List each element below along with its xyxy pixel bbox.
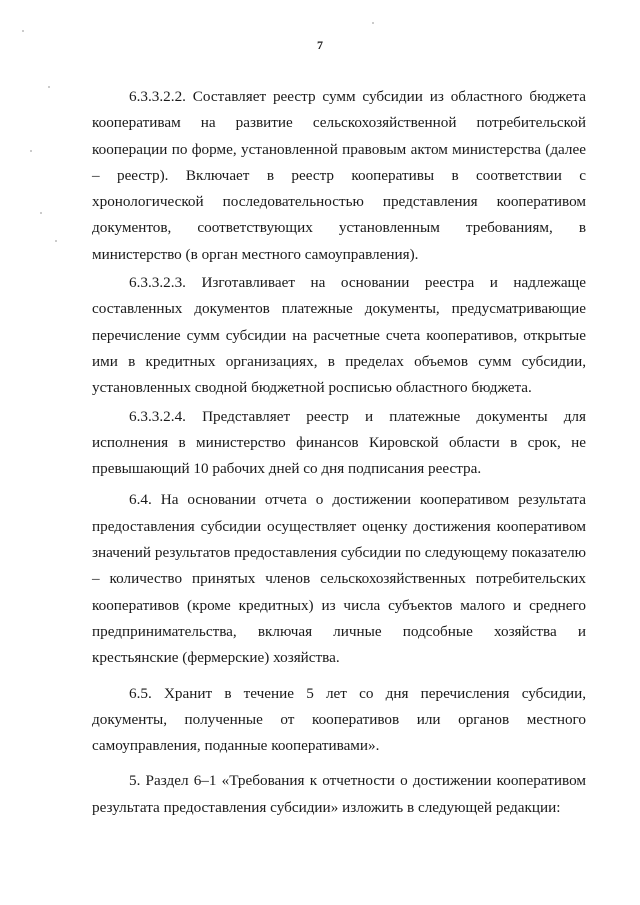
paragraph-6-3-3-2-3: 6.3.3.2.3. Изготавливает на основании реестра и надлежаще составленных документов платежные документы, предусматривающие перечисление сумм субсидии на расчетные счета кооперативов, открытые ими в кредитных организациях, в пределах объемов сумм субсидии, установленных сводной бюджетной росписью областного бюджета. xyxy=(92,274,586,397)
paragraph-5: 5. Раздел 6–1 «Требования к отчетности о достижении кооперативом результата предоставления субсидии» изложить в следующей редакции: xyxy=(92,772,586,816)
scan-speck xyxy=(40,212,42,214)
paragraph-6-4: 6.4. На основании отчета о достижении кооперативом результата предоставления субсидии осуществляет оценку достижения кооперативом значений результатов предоставления субсидии по следующему показателю – количество принятых членов сельскохозяйственных потребительских кооперативов (кроме кредитных) из числа субъектов малого и среднего предпринимательства, включая личные подсобные хозяйства и крестьянские (фермерские) хозяйства. xyxy=(92,491,586,667)
paragraph-6-5: 6.5. Хранит в течение 5 лет со дня перечисления субсидии, документы, полученные от кооперативов или органов местного самоуправления, поданные кооперативами». xyxy=(92,684,586,755)
paragraph-6-3-3-2-4: 6.3.3.2.4. Представляет реестр и платежные документы для исполнения в министерство финансов Кировской области в срок, не превышающий 10 рабочих дней со дня подписания реестра. xyxy=(92,407,586,478)
scan-speck xyxy=(55,240,57,242)
page-number: 7 xyxy=(317,38,323,52)
scan-speck xyxy=(372,22,374,24)
scan-speck xyxy=(22,30,24,32)
document-body xyxy=(92,84,586,821)
paragraph-6-3-3-2-2: 6.3.3.2.2. Составляет реестр сумм субсидии из областного бюджета кооперативам на развитие сельскохозяйственной потребительской кооперации по форме, установленной правовым актом министерства (далее – реестр). Включает в реестр кооперативы в соответствии с хронологической последовательностью представления кооперативом документов, соответствующих установленным требованиям, в министерство (в орган местного самоуправления). xyxy=(92,88,586,263)
scan-speck xyxy=(48,86,50,88)
scan-speck xyxy=(30,150,32,152)
